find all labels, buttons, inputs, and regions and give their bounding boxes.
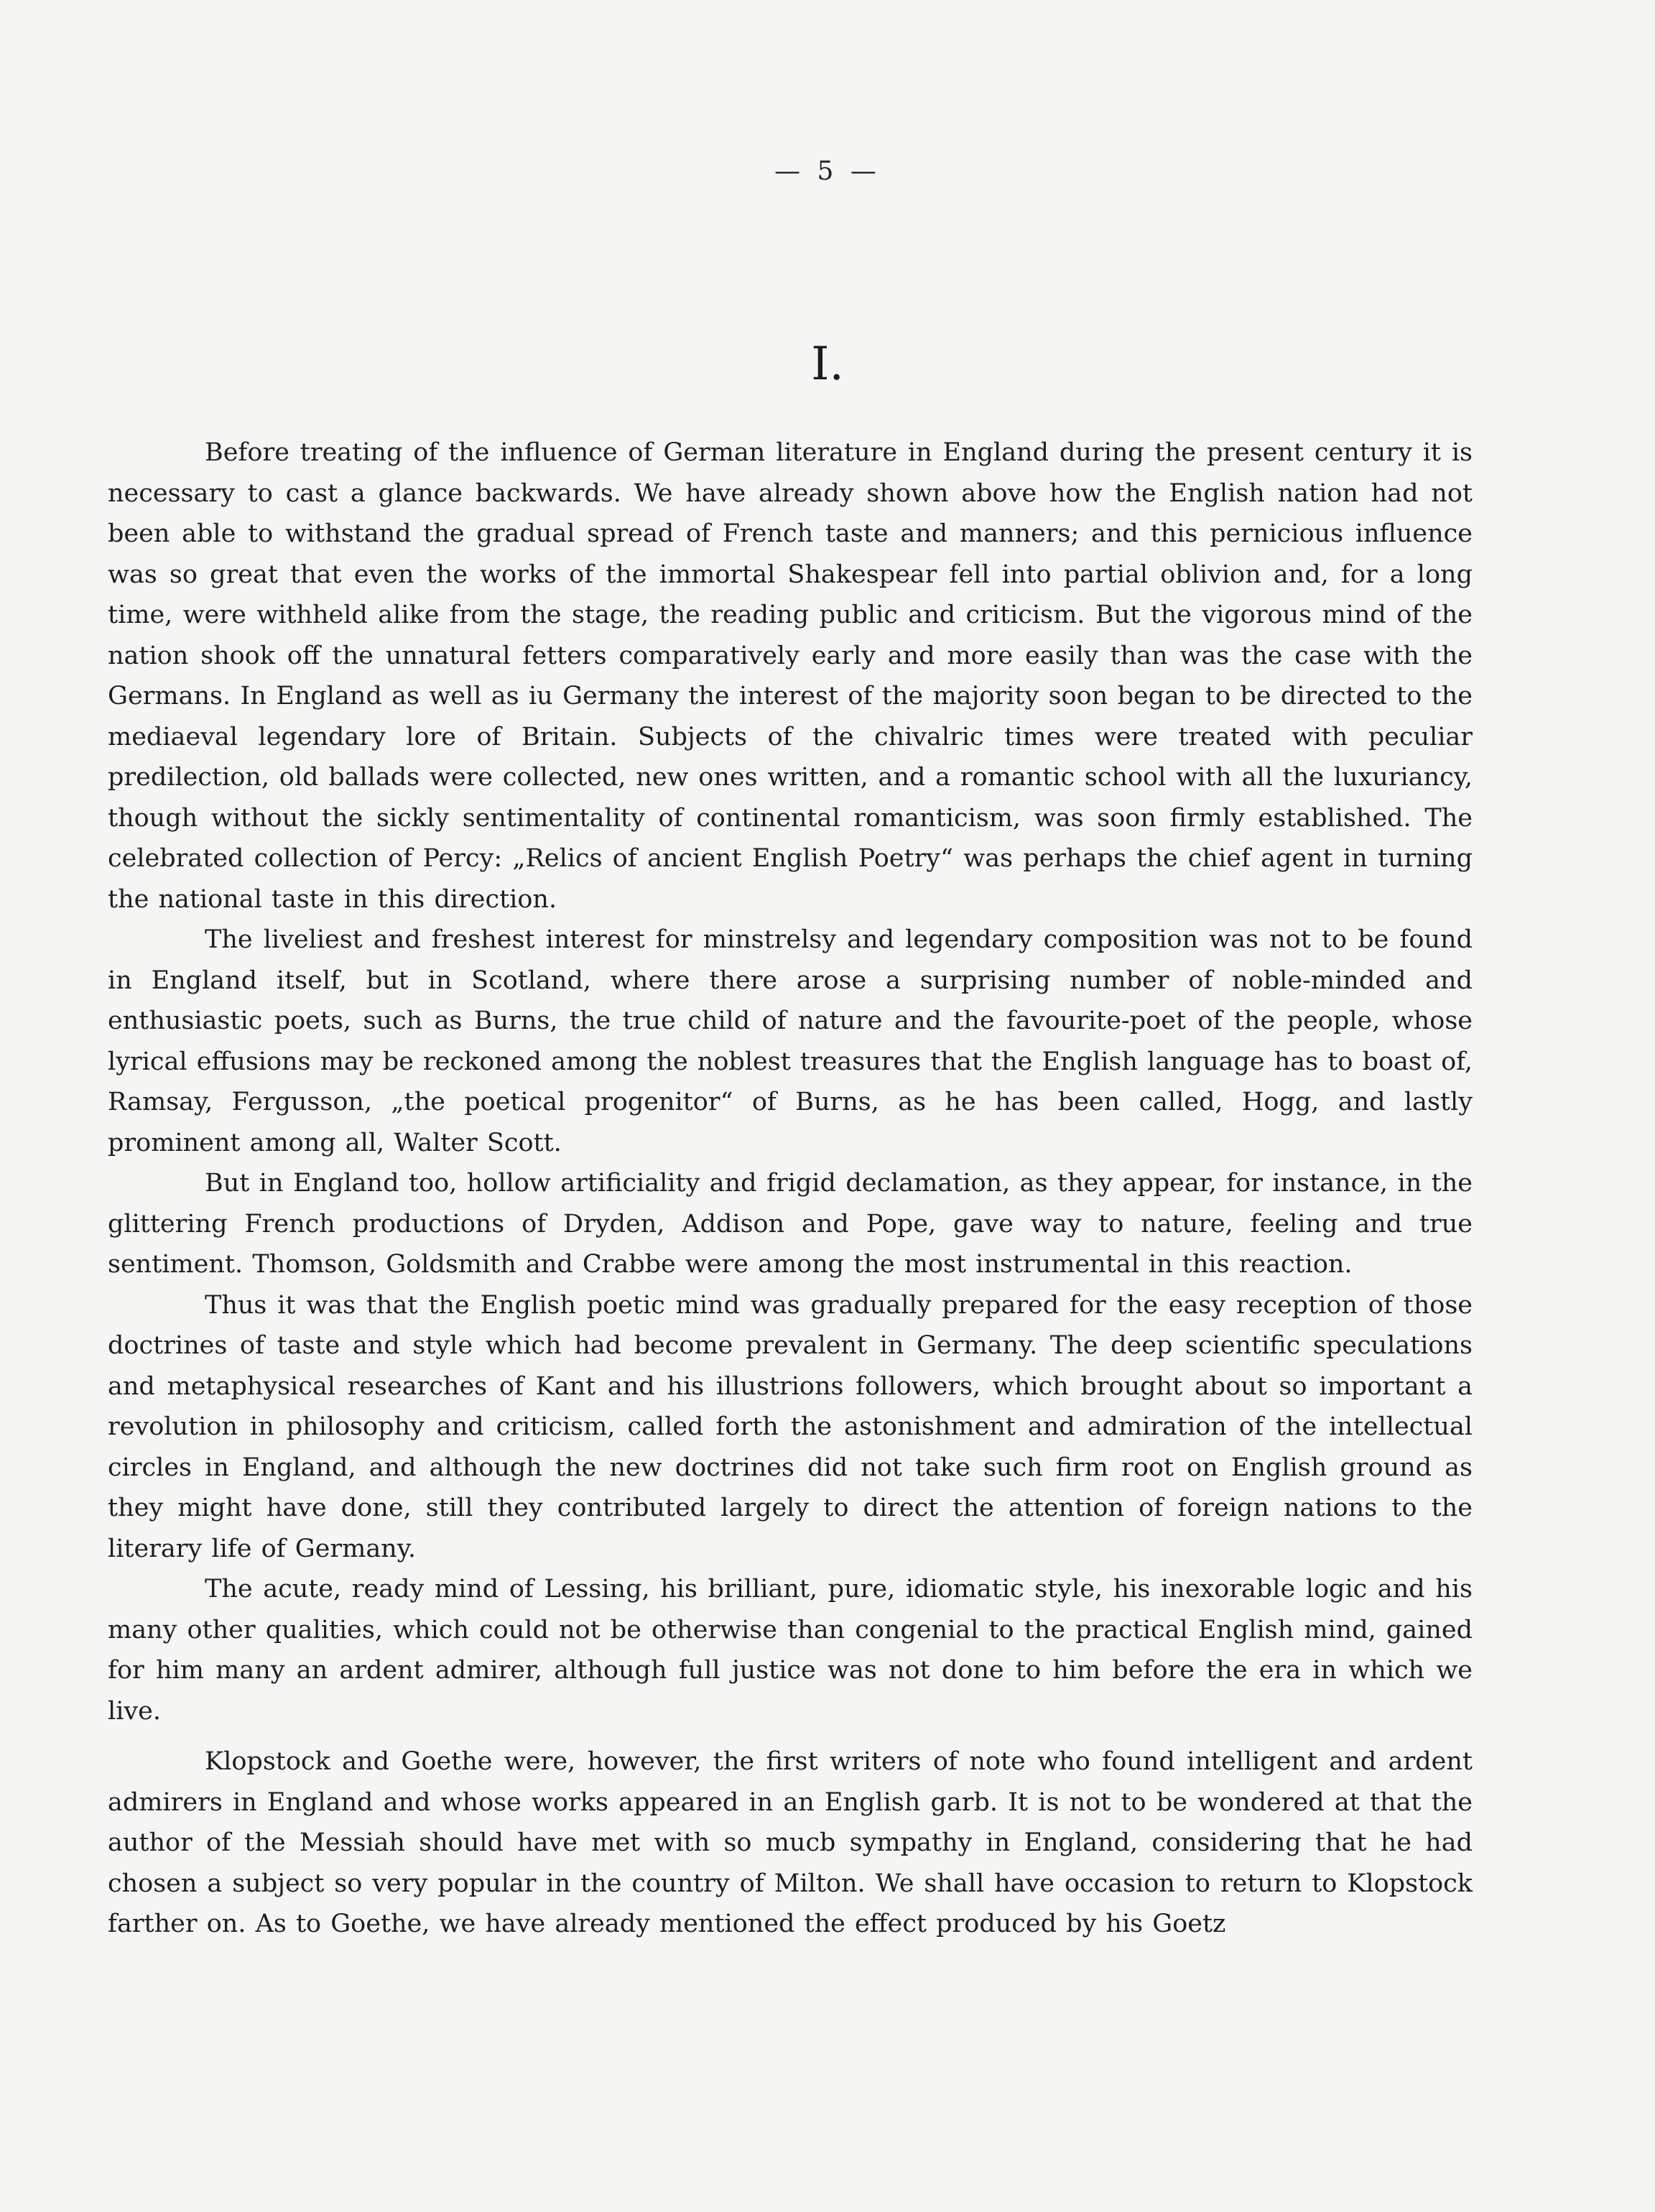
body-text xyxy=(108,432,1473,1945)
chapter-heading: I. xyxy=(811,338,844,391)
paragraph: Klopstock and Goethe were, however, the first writers of note who found intelligent and ardent admirers in England and whose works appeared in an English garb. It is not to be wondered at that the author of the Messiah should have met with so mucb sympathy in England, considering that he had chosen a subject so very popular in the country of Milton. We shall have occasion to return to Klopstock farther on. As to Goethe, we have already mentioned the effect produced by his Goetz xyxy=(108,1747,1473,1938)
paragraph: Thus it was that the English poetic mind was gradually prepared for the easy reception of those doctrines of taste and style which had become prevalent in Germany. The deep scientific speculations and metaphysical researches of Kant and his illustrions followers, which brought about so important a revolution in philosophy and criticism, called forth the astonishment and admiration of the intellectual circles in England, and although the new doctrines did not take such firm root on English ground as they might have done, still they contributed largely to direct the attention of foreign nations to the literary life of Germany. xyxy=(108,1290,1473,1563)
paragraph: But in England too, hollow artificiality and frigid declamation, as they appear, for instance, in the glittering French productions of Dryden, Addison and Pope, gave way to nature, feeling and true sentiment. Thomson, Goldsmith and Crabbe were among the most instrumental in this reaction. xyxy=(108,1169,1473,1279)
paragraph: The liveliest and freshest interest for minstrelsy and legendary composition was not to be found in England itself, but in Scotland, where there arose a surprising number of noble-minded and enthusiastic poets, such as Burns, the true child of nature and the favourite-poet of the people, whose lyrical effusions may be reckoned among the noblest treasures that the English language has to boast of, Ramsay, Fergusson, „the poetical progenitor“ of Burns, as he has been called, Hogg, and lastly prominent among all, Walter Scott. xyxy=(108,925,1473,1157)
paragraph: The acute, ready mind of Lessing, his brilliant, pure, idiomatic style, his inexorable logic and his many other qualities, which could not be otherwise than congenial to the practical English mind, gained for him many an ardent admirer, although full justice was not done to him before the era in which we live. xyxy=(108,1575,1473,1726)
page-number: — 5 — xyxy=(774,157,881,186)
show-through-texture xyxy=(101,216,1465,256)
paragraph: Before treating of the influence of German literature in England during the present century it is necessary to cast a glance backwards. We have already shown above how the English nation had not been able to withstand the gradual spread of French taste and manners; and this pernicious influence was so great that even the works of the immortal Shakespear fell into partial oblivion and, for a long time, were withheld alike from the stage, the reading public and criticism. But the vigorous mind of the nation shook off the unnatural fetters comparatively early and more easily than was the case with the Germans. In England as well as iu Germany the interest of the majority soon began to be directed to the mediaeval legendary lore of Britain. Subjects of the chivalric times were treated with peculiar predilection, old ballads were collected, new ones written, and a romantic school with all the luxuriancy, though without the sickly sentimentality of continental romanticism, was soon firmly established. The celebrated collection of Percy: „Relics of ancient English Poetry“ was perhaps the chief agent in turning the national taste in this direction. xyxy=(108,438,1473,914)
